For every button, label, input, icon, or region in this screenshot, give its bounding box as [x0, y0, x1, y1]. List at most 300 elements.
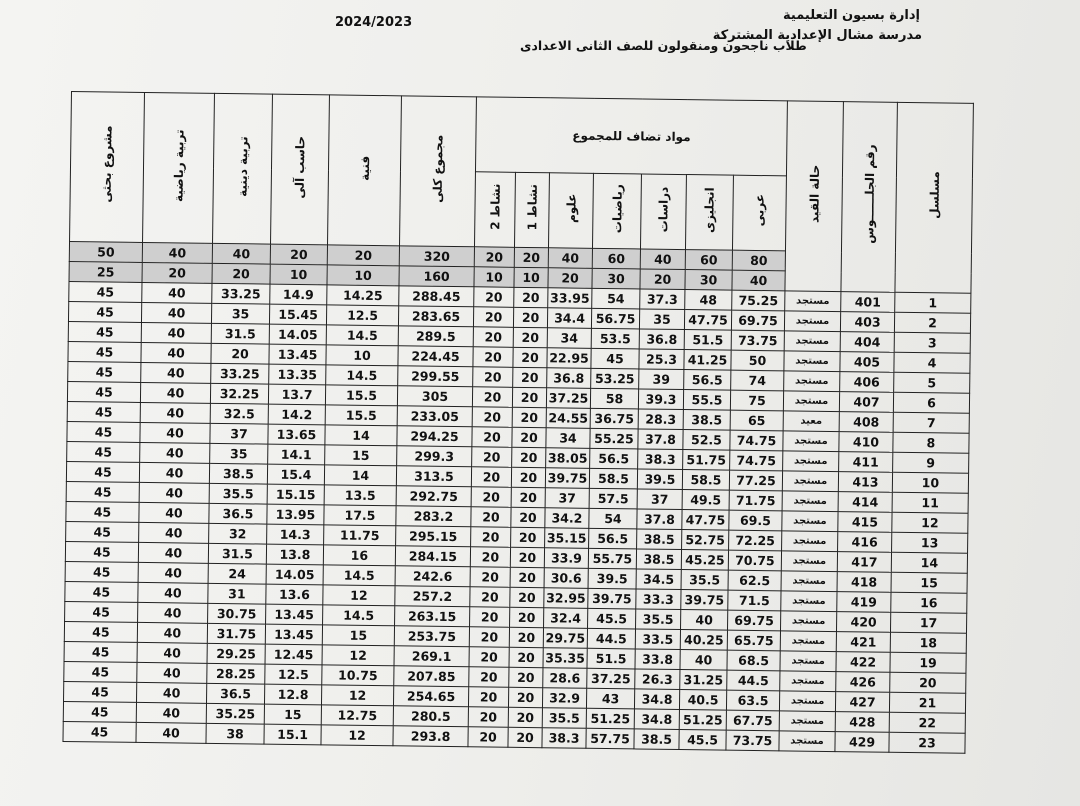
grade-cell: 38.3 — [638, 449, 683, 470]
status-cell: مستجد — [783, 431, 839, 452]
grade-cell: 38.5 — [683, 410, 730, 431]
grade-cell: 24 — [208, 563, 266, 584]
grade-cell: 45 — [65, 561, 138, 582]
grade-cell: 17.5 — [324, 505, 396, 526]
grade-cell: 35.25 — [206, 703, 264, 724]
grade-cell: 20 — [471, 527, 511, 548]
serial-cell: 13 — [892, 532, 968, 553]
grade-cell: 20 — [508, 687, 542, 707]
grade-cell: 33.25 — [211, 363, 269, 384]
status-cell: مستجد — [781, 551, 837, 572]
grade-cell: 15 — [322, 625, 394, 646]
col-religion: تربية دينية — [213, 93, 273, 244]
status-cell: مستجد — [782, 471, 838, 492]
grade-cell: 45 — [65, 541, 138, 562]
col-group-added-subjects: مواد تضاف للمجموع — [475, 97, 787, 176]
grade-cell: 40 — [137, 642, 207, 663]
grade-cell: 32.95 — [544, 588, 588, 609]
min-cell: 10 — [270, 264, 327, 285]
grade-cell: 20 — [471, 467, 511, 488]
grade-cell: 45 — [68, 321, 141, 342]
grade-cell: 45 — [67, 381, 140, 402]
grade-cell: 34.8 — [634, 709, 679, 730]
grade-cell: 50 — [731, 350, 784, 371]
status-cell: مستجد — [780, 631, 836, 652]
grade-cell: 40 — [136, 722, 206, 743]
grade-cell: 12.5 — [265, 664, 322, 685]
grade-cell: 37 — [545, 488, 589, 509]
status-cell: مستجد — [780, 671, 836, 692]
grade-cell: 20 — [473, 307, 513, 328]
grade-cell: 77.25 — [729, 470, 782, 491]
grade-cell: 57.5 — [589, 488, 637, 509]
grade-cell: 40.5 — [679, 690, 726, 711]
seat-cell: 407 — [839, 392, 893, 413]
grade-cell: 44.5 — [727, 670, 780, 691]
grade-cell: 43 — [586, 688, 634, 709]
grade-cell: 35 — [639, 309, 684, 330]
grade-cell: 20 — [471, 487, 511, 508]
grade-cell: 33.3 — [636, 589, 681, 610]
grade-cell: 20 — [472, 387, 512, 408]
grade-cell: 12 — [323, 585, 395, 606]
grade-cell: 254.65 — [393, 686, 468, 707]
grade-cell: 283.65 — [398, 306, 473, 327]
grade-cell: 313.5 — [396, 466, 471, 487]
status-cell: مستجد — [783, 391, 839, 412]
grade-cell: 28.3 — [638, 409, 683, 430]
grade-cell: 68.5 — [727, 650, 780, 671]
grade-cell: 34.4 — [547, 308, 591, 329]
grade-cell: 14.5 — [326, 325, 398, 346]
max-cell: 80 — [732, 250, 785, 271]
grade-cell: 20 — [513, 307, 547, 327]
grade-cell: 14.05 — [269, 324, 326, 345]
grade-cell: 37.25 — [587, 668, 635, 689]
grade-cell: 55.25 — [590, 428, 638, 449]
grade-cell: 40 — [137, 662, 207, 683]
grade-cell: 63.5 — [726, 690, 779, 711]
status-cell: مستجد — [781, 571, 837, 592]
grade-cell: 20 — [510, 547, 544, 567]
grade-cell: 39.3 — [638, 389, 683, 410]
grade-cell: 40 — [141, 342, 211, 363]
max-cell: 20 — [514, 247, 548, 267]
grade-cell: 47.75 — [682, 510, 729, 531]
seat-cell: 405 — [840, 352, 894, 373]
serial-cell: 17 — [890, 612, 966, 633]
grade-cell: 31.75 — [207, 623, 265, 644]
seat-cell: 411 — [839, 452, 893, 473]
grade-cell: 71.5 — [728, 590, 781, 611]
col-social: دراسات — [640, 174, 686, 250]
grade-cell: 40 — [140, 402, 210, 423]
grade-cell: 25.3 — [639, 349, 684, 370]
col-activity-2: نشاط 2 — [474, 172, 515, 248]
grade-cell: 45 — [68, 341, 141, 362]
seat-cell: 408 — [839, 412, 893, 433]
grade-cell: 40 — [138, 542, 208, 563]
grade-cell: 233.05 — [397, 406, 472, 427]
col-status: حالة القيد — [785, 101, 843, 292]
grade-cell: 284.15 — [395, 546, 470, 567]
grade-cell: 14.1 — [268, 444, 325, 465]
grade-cell: 22.95 — [547, 348, 591, 369]
grade-cell: 40 — [137, 682, 207, 703]
grade-cell: 56.75 — [591, 308, 639, 329]
student-rows — [63, 281, 971, 753]
max-cell: 20 — [474, 247, 514, 268]
grade-cell: 289.5 — [398, 326, 473, 347]
grade-cell: 14.25 — [327, 285, 399, 306]
grade-cell: 40 — [137, 622, 207, 643]
grade-cell: 45.25 — [681, 550, 728, 571]
grade-cell: 12 — [321, 685, 393, 706]
grade-cell: 20 — [511, 467, 545, 487]
grade-cell: 20 — [510, 567, 544, 587]
grade-cell: 26.3 — [635, 669, 680, 690]
grade-cell: 45 — [64, 621, 137, 642]
serial-cell: 20 — [890, 672, 966, 693]
grade-cell: 38.5 — [636, 549, 681, 570]
grade-cell: 299.3 — [397, 446, 472, 467]
max-cell: 40 — [212, 243, 270, 264]
seat-cell: 427 — [835, 692, 889, 713]
grade-cell: 39.75 — [681, 590, 728, 611]
serial-cell: 11 — [892, 492, 968, 513]
col-serial: مسلسل — [895, 102, 973, 293]
grade-cell: 20 — [469, 667, 509, 688]
grade-cell: 20 — [472, 427, 512, 448]
grade-cell: 13.45 — [269, 344, 326, 365]
grade-cell: 35.5 — [542, 708, 586, 729]
grade-cell: 20 — [512, 427, 546, 447]
grade-cell: 15 — [325, 445, 397, 466]
serial-cell: 10 — [892, 472, 968, 493]
grade-cell: 35.5 — [681, 570, 728, 591]
serial-cell: 18 — [890, 632, 966, 653]
status-cell: مستجد — [779, 691, 835, 712]
grade-cell: 35.5 — [209, 483, 267, 504]
grade-cell: 38.5 — [209, 463, 267, 484]
grade-cell: 41.25 — [684, 350, 731, 371]
grade-cell: 12 — [322, 645, 394, 666]
grade-cell: 38.3 — [542, 728, 586, 749]
grade-cell: 39.75 — [588, 588, 636, 609]
serial-cell: 6 — [893, 392, 969, 413]
grade-cell: 45 — [65, 601, 138, 622]
grade-cell: 40 — [136, 702, 206, 723]
grade-cell: 10.75 — [322, 665, 394, 686]
grade-cell: 40 — [138, 582, 208, 603]
grade-cell: 20 — [509, 667, 543, 687]
grade-cell: 20 — [470, 587, 510, 608]
grade-cell: 40 — [139, 482, 209, 503]
grade-cell: 14 — [325, 425, 397, 446]
grade-cell: 34.2 — [545, 508, 589, 529]
grade-cell: 24.55 — [546, 408, 590, 429]
grade-cell: 20 — [471, 507, 511, 528]
serial-cell: 3 — [894, 332, 970, 353]
grade-cell: 45 — [68, 361, 141, 382]
grade-cell: 38.5 — [634, 729, 679, 750]
school-name: مدرسة مشال الإعدادية المشتركة — [712, 28, 922, 43]
grade-cell: 33.95 — [548, 288, 592, 309]
grade-cell: 45 — [64, 661, 137, 682]
grade-cell: 40 — [681, 610, 728, 631]
grade-cell: 65.75 — [727, 630, 780, 651]
grade-cell: 293.8 — [393, 726, 468, 747]
grade-cell: 40 — [141, 302, 211, 323]
status-cell: مستجد — [783, 451, 839, 472]
grade-cell: 242.6 — [395, 566, 470, 587]
grade-cell: 44.5 — [587, 628, 635, 649]
col-project: مشروع بحثى — [70, 92, 145, 243]
serial-cell: 2 — [894, 312, 970, 333]
grade-cell: 39.5 — [588, 568, 636, 589]
grade-cell: 45 — [66, 481, 139, 502]
grade-cell: 45 — [64, 641, 137, 662]
grade-cell: 20 — [513, 327, 547, 347]
grade-cell: 299.55 — [398, 366, 473, 387]
grade-cell: 73.75 — [726, 730, 779, 751]
col-seat: رقم الجلــــــوس — [841, 102, 897, 293]
grade-cell: 39.75 — [545, 468, 589, 489]
col-math: رياضيات — [592, 173, 641, 249]
grade-cell: 45 — [64, 681, 137, 702]
max-cell: 60 — [592, 248, 640, 269]
grade-cell: 263.15 — [395, 606, 470, 627]
grade-cell: 71.75 — [729, 490, 782, 511]
grade-cell: 14.9 — [270, 284, 327, 305]
grade-cell: 12 — [321, 725, 393, 746]
grade-cell: 11.75 — [324, 525, 396, 546]
seat-cell: 413 — [838, 472, 892, 493]
grade-cell: 33.5 — [635, 629, 680, 650]
grade-cell: 45 — [67, 441, 140, 462]
grade-cell: 20 — [510, 607, 544, 627]
grade-cell: 52.75 — [682, 530, 729, 551]
grade-cell: 51.5 — [684, 330, 731, 351]
grade-cell: 37.25 — [546, 388, 590, 409]
seat-cell: 404 — [840, 332, 894, 353]
grade-cell: 294.25 — [397, 426, 472, 447]
grade-cell: 305 — [397, 386, 472, 407]
grade-cell: 45 — [67, 421, 140, 442]
grade-cell: 69.5 — [729, 510, 782, 531]
grade-cell: 45 — [67, 401, 140, 422]
grade-cell: 29.25 — [207, 643, 265, 664]
grade-cell: 20 — [509, 627, 543, 647]
grade-cell: 20 — [511, 527, 545, 547]
grade-cell: 65 — [730, 410, 783, 431]
grade-cell: 39.5 — [637, 469, 682, 490]
grade-cell: 33.8 — [635, 649, 680, 670]
status-cell: مستجد — [779, 711, 835, 732]
status-cell: مستجد — [784, 351, 840, 372]
col-arabic: عربى — [732, 175, 786, 251]
grade-cell: 37 — [210, 423, 268, 444]
grade-cell: 51.25 — [586, 708, 634, 729]
grade-cell: 32 — [209, 523, 267, 544]
grade-cell: 72.25 — [729, 530, 782, 551]
grade-cell: 33.25 — [212, 283, 270, 304]
max-cell: 60 — [685, 250, 732, 271]
grade-cell: 32.25 — [210, 383, 268, 404]
grade-cell: 74 — [731, 370, 784, 391]
grade-cell: 69.75 — [731, 310, 784, 331]
grade-cell: 20 — [473, 347, 513, 368]
grade-cell: 45 — [63, 721, 136, 742]
min-cell: 30 — [592, 268, 640, 289]
grade-cell: 15.15 — [267, 484, 324, 505]
serial-cell: 22 — [889, 712, 965, 733]
grade-cell: 13.7 — [268, 384, 325, 405]
serial-cell: 7 — [893, 412, 969, 433]
grade-cell: 292.75 — [396, 486, 471, 507]
grade-cell: 40 — [140, 442, 210, 463]
seat-cell: 418 — [837, 572, 891, 593]
grade-cell: 20 — [511, 507, 545, 527]
grade-cell: 20 — [473, 327, 513, 348]
col-computer: حاسب آلى — [271, 94, 330, 245]
grade-cell: 40 — [140, 422, 210, 443]
col-english: انجليزى — [685, 175, 733, 251]
grade-cell: 31.5 — [208, 543, 266, 564]
status-cell: مستجد — [780, 611, 836, 632]
min-cell: 40 — [732, 270, 785, 291]
grade-cell: 13.95 — [267, 504, 324, 525]
grade-cell: 40 — [138, 602, 208, 623]
grade-cell: 15.45 — [269, 304, 326, 325]
grade-cell: 36.8 — [639, 329, 684, 350]
list-title: طلاب ناجحون ومنقولون للصف الثانى الاعدادى — [520, 38, 807, 53]
min-cell: 20 — [548, 268, 592, 289]
grade-cell: 32.9 — [542, 688, 586, 709]
grade-cell: 75.25 — [732, 290, 785, 311]
min-cell: 10 — [474, 267, 514, 288]
grade-cell: 20 — [508, 727, 542, 747]
grade-cell: 36.75 — [590, 408, 638, 429]
serial-cell: 16 — [891, 592, 967, 613]
grade-cell: 37 — [637, 489, 682, 510]
grade-cell: 28.25 — [207, 663, 265, 684]
grade-cell: 40 — [139, 462, 209, 483]
grade-cell: 37.3 — [640, 289, 685, 310]
grade-cell: 45.5 — [588, 608, 636, 629]
grade-cell: 20 — [508, 707, 542, 727]
grade-cell: 14.5 — [323, 605, 395, 626]
grade-cell: 36.5 — [206, 683, 264, 704]
grade-cell: 20 — [514, 287, 548, 307]
grade-cell: 20 — [509, 647, 543, 667]
grade-cell: 29.75 — [543, 628, 587, 649]
grade-cell: 34.5 — [636, 569, 681, 590]
serial-cell: 19 — [890, 652, 966, 673]
grade-cell: 36.8 — [547, 368, 591, 389]
grade-cell: 20 — [211, 343, 269, 364]
grade-cell: 13.8 — [266, 544, 323, 565]
grade-cell: 75 — [730, 390, 783, 411]
min-cell: 25 — [69, 261, 142, 282]
grade-cell: 40 — [141, 362, 211, 383]
grade-cell: 280.5 — [393, 706, 468, 727]
grade-cell: 20 — [468, 727, 508, 748]
col-art: فنية — [328, 95, 402, 246]
table-header — [69, 92, 973, 294]
grade-cell: 30.6 — [544, 568, 588, 589]
grade-cell: 20 — [512, 447, 546, 467]
grade-cell: 13.35 — [269, 364, 326, 385]
grade-cell: 12.45 — [265, 644, 322, 665]
results-table — [62, 91, 973, 754]
min-cell: 20 — [212, 263, 270, 284]
grade-cell: 14.5 — [323, 565, 395, 586]
status-cell: مستجد — [781, 591, 837, 612]
grade-cell: 38.5 — [637, 529, 682, 550]
grade-cell: 14.05 — [266, 564, 323, 585]
seat-cell: 426 — [836, 672, 890, 693]
grade-cell: 40 — [680, 650, 727, 671]
grade-cell: 32.5 — [210, 403, 268, 424]
grade-cell: 20 — [470, 567, 510, 588]
grade-cell: 55.75 — [588, 548, 636, 569]
academic-year: 2024/2023 — [335, 15, 413, 30]
grade-cell: 58.5 — [682, 470, 729, 491]
grade-cell: 36.5 — [209, 503, 267, 524]
grade-cell: 13.6 — [266, 584, 323, 605]
grade-cell: 38 — [206, 723, 264, 744]
grade-cell: 56.5 — [590, 448, 638, 469]
min-cell: 20 — [640, 269, 685, 290]
grade-cell: 70.75 — [728, 550, 781, 571]
grade-cell: 40 — [138, 562, 208, 583]
grade-cell: 35.35 — [543, 648, 587, 669]
grade-cell: 45 — [591, 348, 639, 369]
grade-cell: 15 — [264, 704, 321, 725]
grade-cell: 20 — [468, 707, 508, 728]
grade-cell: 40.25 — [680, 630, 727, 651]
grade-cell: 38.05 — [546, 448, 590, 469]
grade-cell: 253.75 — [394, 626, 469, 647]
grade-cell: 35.5 — [636, 609, 681, 630]
serial-cell: 8 — [893, 432, 969, 453]
grade-cell: 20 — [513, 367, 547, 387]
col-activity-1: نشاط 1 — [514, 172, 549, 247]
status-cell: مستجد — [784, 311, 840, 332]
grade-cell: 20 — [510, 587, 544, 607]
max-cell: 40 — [142, 242, 212, 263]
grade-cell: 32.4 — [544, 608, 588, 629]
serial-cell: 12 — [892, 512, 968, 533]
seat-cell: 410 — [839, 432, 893, 453]
serial-cell: 21 — [889, 692, 965, 713]
max-cell: 40 — [640, 249, 685, 270]
grade-cell: 45 — [66, 521, 139, 542]
grade-cell: 269.1 — [394, 646, 469, 667]
seat-cell: 421 — [836, 632, 890, 653]
grade-cell: 45 — [66, 461, 139, 482]
grade-cell: 20 — [469, 647, 509, 668]
status-cell: مستجد — [785, 291, 841, 312]
grade-cell: 207.85 — [394, 666, 469, 687]
serial-cell: 9 — [893, 452, 969, 473]
grade-cell: 40 — [140, 382, 210, 403]
grade-cell: 33.9 — [544, 548, 588, 569]
grade-cell: 12.75 — [321, 705, 393, 726]
min-cell: 30 — [685, 270, 732, 291]
grade-cell: 288.45 — [399, 286, 474, 307]
